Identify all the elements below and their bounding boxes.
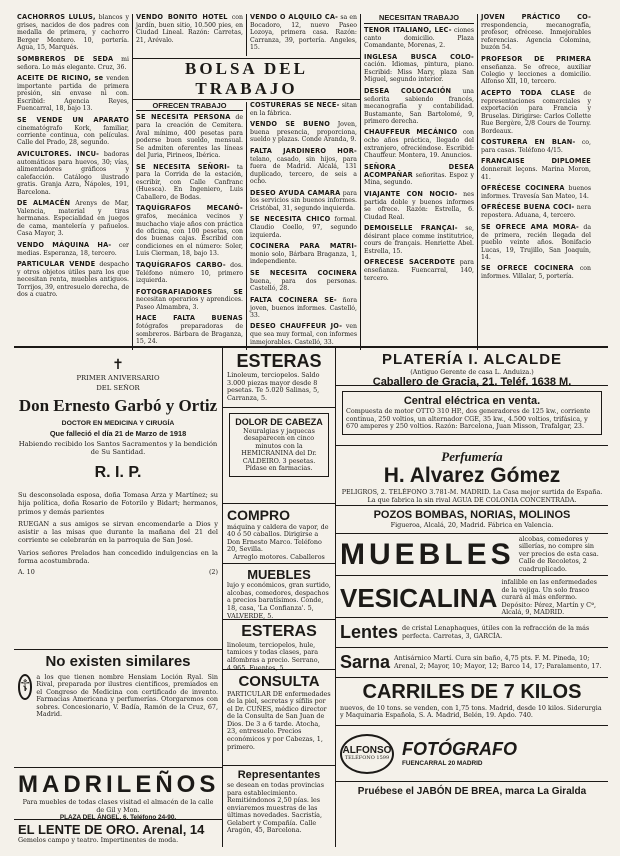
classified-ad: VIAJANTE CON NOCIO- nes partida doble y buenos informes se ofrece. Razón: Estrella, 6. Ciudad Real. xyxy=(364,189,474,221)
classified-ad: HACE FALTA BUENAS fotógrafos preparadoras de sombreros. Bárbara de Braganza, 15, 24. xyxy=(136,314,243,346)
bolsa-block xyxy=(133,14,360,350)
classified-ad: SE NECESITA CHICO formal. Claudio Coello, 97, segundo izquierda. xyxy=(250,215,358,239)
classified-ad: INGLESA BUSCA COLO- cación. Idiomas, pintura, piano. Escribid: Miss Mary, plaza San Miguel, segundo interior. xyxy=(364,52,474,84)
ad-text: máquina y caldera de vapor, de 40 ó 50 caballos. Dirigirse a Don Ernesto Marco. Teléfono 20, Sevilla. xyxy=(227,522,329,554)
ad-address: FUENCARRAL 20 MADRID xyxy=(402,760,483,768)
esteras2-ad xyxy=(223,620,335,670)
classified-ad: VENDO BONITO HOTEL con jardín, buen sitio, 10.500 pies, en Ciudad Lineal. Razón: Carretas, 21, Arévalo. xyxy=(136,13,243,44)
classified-column-4 xyxy=(361,14,477,350)
ad-heading: Perfumería xyxy=(441,449,503,464)
ad-text: nuevos, de 10 tons. se venden, con 1,75 tons. Madrid, desde 10 kilos. Siderurgia y Maquinaria Española, S. A. Madrid, Belén, 19. Apdo. 740. xyxy=(340,703,602,720)
classified-ad: SE OFRECE AMA MORA- da de primera, recién llegada del pueblo veinte años. Bonifacio Lucas, 19, Trujillo, San Joaquín, 14. xyxy=(481,222,592,261)
classified-ad: ACEPTO TODA CLASE de representaciones comerciales y exportación para Francia y Bruselas. Dirigirse: Carlos Collette Rue Bergère, 2/8 Cours de Tourny. Bordeaux. xyxy=(481,88,592,135)
classified-ad: DESEO AYUDA CAMARA para los servicios sin buenos informes. Cristóbal, 31, segundo inquierda. xyxy=(250,188,357,212)
muebles-right-ad xyxy=(336,534,608,576)
ad-heading: EL LENTE DE ORO. Arenal, 14 xyxy=(18,822,205,837)
obit-died: Que falleció el día 21 de Marzo de 1918 xyxy=(49,428,187,438)
classified-ad: FALTA COCINERA SE- ñora joven, buenos informes. Castelló, 33. xyxy=(250,295,358,319)
lente-de-oro-ad xyxy=(14,820,222,847)
ad-text: alcobas, comedores y sillerías, no compre sin ver precios de esta casa. Calle de Recoletos, 2 cuadruplicado. xyxy=(518,534,599,573)
ad-heading: Lentes xyxy=(340,621,399,642)
ad-heading: COMPRO xyxy=(227,507,290,523)
middle-ads-column xyxy=(223,348,335,847)
alfonso-fotografo-ad xyxy=(336,726,608,782)
carriles-ad xyxy=(336,678,608,726)
plateria-ad xyxy=(336,348,608,389)
ad-text: linoleum, terciopelos, hule, tamices y todas clases, para alfombras a precio. Serrano, 4.965. Fuentes, 5. xyxy=(227,640,320,672)
ad-text: a los que tienen nombre Hensiam Loción Ryal. Sin Rival, preparada por ilustres científicos, premiados en el Congreso de Medicina con certificado de invento. Farmacias Americana y perfumerías. Otorgaremos con sobres. Concesionario, V. Badía, Ramón de la Cruz, 67, Madrid. xyxy=(36,672,218,719)
classified-ad: DE ALMACÉN Arenys de Mar, Valencia, material y tiras hermanas. Especialidad en juegos de cama, mantelería y pañuelos. Casa Mayor, 3. xyxy=(17,198,130,238)
central-electrica-ad xyxy=(336,386,608,446)
classified-ad: FALTA JARDINERO HOR- telano, casado, sin hijos, para fuera de Madrid. Alcalá, 131 duplicado, tercero, de seis a ocho. xyxy=(250,146,357,186)
representantes-ad xyxy=(223,766,335,838)
classified-ad: OFRECESE SACERDOTE para enseñanza. Fuencarral, 140, tercero. xyxy=(364,258,474,282)
ad-text: Para muebles de todas clases visitad el almacén de la calle de Gil y Mon. xyxy=(22,798,214,814)
ad-text: se desean en todas provincias para establecimiento. Remitiéndonos 2,50 pías. les enviaremos muestras de las últimas novedades. Sacristía, Gelabert y Compañía. Calle Aragón, 45, Barcelona. xyxy=(227,780,325,835)
consulta-ad xyxy=(223,670,335,766)
ad-heading: Central eléctrica en venta. xyxy=(403,395,541,407)
dolor-cabeza-ad xyxy=(223,408,335,504)
classified-ad: SOMBREROS DE SEDA mi señora. Lo más elegante. Cruz, 36. xyxy=(17,54,129,71)
ad-text: infalible en las enfermedades de la vejiga. Un solo frasco curará al más enfermo. Depósito: Pérez, Martín y Cª, Alcalá, 9, MADRID. xyxy=(501,578,597,617)
obit-body: Su desconsolada esposa, doña Tomasa Arza y Martínez; su hija política, doña Rosario de Fotorilo y Bidart; hermanos, primos y demás parientes xyxy=(18,491,218,516)
classified-ad: FOTOGRAFIADORES SE necesitan operarios y aprendices. Paseo Almambra, 3. xyxy=(136,287,243,311)
classified-ad: OFRÉCESE BUENA COCI- nera repostera. Aduana, 4, tercero. xyxy=(481,203,592,220)
classified-ad: CHAUFFEUR MECÁNICO con ocho años práctica, llegado del extranjero, ofreciéndose. Escribid: Chauffeur. Montera, 19. Anuncios. xyxy=(364,128,474,160)
ad-brand: H. Alvarez Gómez xyxy=(383,464,561,488)
ad-heading: MUEBLES xyxy=(340,537,515,571)
no-existen-ad xyxy=(14,650,222,768)
classified-ad: SE NECESITA PERSONA de para la creación de Cemitera. Aval mínimo, 400 pesetas para poderse buen sueldo, mensual. Se admiten oferentes las líneas del Juria, Pirineos, Ibérica. xyxy=(136,113,243,160)
section-heading: OFRECEN TRABAJO xyxy=(136,102,243,112)
ad-address: PLAZA DEL ÁNGEL, 6. Teléfono 24-90. xyxy=(59,814,177,822)
ad-text: Gemelos campo y teatro. Impertinentes de moda. xyxy=(18,836,179,845)
classified-ad: COSTURERA EN BLAN- co, para casas. Teléfono 4/15. xyxy=(481,137,592,154)
vesicalina-ad xyxy=(336,576,608,618)
ad-address: Caballero de Gracia, 21. Teléf. 1638 M. xyxy=(372,376,572,389)
ad-text: Neuralgias y jaquecas desaparecen en cinco minutos con la HEMICRANINA del Dr. CALDEIRO. 3 pesetas. Pídase en farmacias. xyxy=(241,426,317,473)
classified-ad: SEÑORA DESEA ACOMPAÑAR señoritas. Espoz y Mina, segundo. xyxy=(364,162,474,187)
classified-ad: PARTICULAR VENDE despacho y otros objetos útiles para los que necesitan renta, muebles antiguos. Torrijos, 39, entresuelo derecha, de dos a cuatro. xyxy=(17,259,130,299)
classifieds-section xyxy=(14,13,608,346)
ad-heading: ESTERAS xyxy=(241,623,317,640)
obit-sacraments: Habiendo recibido los Santos Sacramentos y la bendición de Su Santidad. xyxy=(18,440,218,457)
ad-text: de cristal Lenaphaques, útiles con la refracción de la más perfecta. Carretas, 3, GARCÍA. xyxy=(402,623,590,640)
classified-ad: FRANCAISE DIPLOMEE donnerait leçons. Marina Moron, 41. xyxy=(481,157,591,181)
ad-heading: Representantes xyxy=(237,769,321,781)
ad-text: lujo y económicos, gran surtido, alcobas, comedores, despachos a precios baratísimos. Conde, 18, casa, 'La Confianza'. 5, VALVERDE, 5. xyxy=(227,581,331,620)
classified-ad: DESEO CHAUFFEUR JO- ven que sea muy formal, con informes inmejorables. Castelló, 33. xyxy=(250,322,358,346)
classified-column-5 xyxy=(478,14,594,350)
ad-text: Arreglo motores. Caballeros xyxy=(233,552,325,561)
classified-ad: TAQUÍGRAFOS MECANÓ- grafos, mecánica vecinos y muchacho viaje años con práctica de oficina, con 100 pesetas, con dos buenas cajas. Escribid con condiciones en el número: Soler, Luis Cierman, 18, bajo 13. xyxy=(136,204,243,258)
classified-ad: ACEITE DE RICINO, se venden importante partida de primera presión, sin envase ni con. Escribid: Agencia Reyes, Fuencarral, 18, bajo 13. xyxy=(17,74,129,113)
ad-heading: CONSULTA xyxy=(238,673,320,690)
compro-ad xyxy=(223,504,335,564)
ad-heading: DOLOR DE CABEZA xyxy=(235,417,323,427)
ad-heading: POZOS BOMBAS, NORIAS, MOLINOS xyxy=(373,509,571,521)
ad-heading: No existen similares xyxy=(45,653,191,670)
classified-ad: TENOR ITALIANO, LEC- ciones canto domicilio. Plaza Comandante, Morenas, 2. xyxy=(364,25,475,50)
classified-ad: VENDO O ALQUILO CA- sa en Bocadoro, 12, nuevo Paseo Lozoya, primera casa. Razón: Carranza, 39, portería. Angeles, 15. xyxy=(250,13,358,52)
ad-text: Antisárnico Martí. Cura sin baño, 4,75 pts. F. M. Pineda, 10; Arenal, 2; Mayor, 10; Mayor, 12; Barco 14, 17; Paralamento, 17. xyxy=(394,653,602,670)
bolsa-title: BOLSA DEL TRABAJO xyxy=(133,58,360,100)
pozos-ad xyxy=(336,506,608,534)
classified-ad: COCINERA PARA MATRI- monio solo, Bárbara Braganza, 1, independiente. xyxy=(250,242,357,266)
obit-footer-left: A. 10 xyxy=(18,568,35,577)
ad-text: Compuesta de motor OTTO 310 HP., dos generadores de 125 kw., corriente continua, 250 voltios, un alternador CGE, 35 kw., 4.500 voltios, trifásica, y 670 amperes y 250 voltios. Razón: Barcelona, Juan Misson, Trafalgar, 23. xyxy=(346,406,591,431)
obit-body: RUEGAN a sus amigos se sirvan encomendarle a Dios y asistir a las misas que durante la mañana del 21 del corriente se celebrarán en la parroquia de San José. xyxy=(18,519,218,545)
classified-ad: SE OFRECE COCINERA con informes. Villalar, 5, portería. xyxy=(481,264,591,281)
lorraine-cross-icon: ☦ xyxy=(18,674,32,700)
esteras-ad xyxy=(223,348,335,408)
ad-heading: ESTERAS xyxy=(236,351,322,371)
cross-icon: ✝ xyxy=(112,357,124,373)
obit-line: PRIMER ANIVERSARIO xyxy=(76,373,160,382)
classified-ad: DESEA COLOCACIÓN una señorita sabiendo francés, mecanografía y contabilidad. Bustamante, San Bartolomé, 9, primero derecha. xyxy=(364,86,474,125)
perfumeria-ad xyxy=(336,446,608,506)
obit-footer-right: (2) xyxy=(208,568,218,577)
section-heading: NECESITAN TRABAJO xyxy=(364,14,474,24)
ad-text: PELIGROS, 2. TELÉFONO 3.781-M. MADRID. La Casa mejor surtida de España. La que fabrica la sin rival AGUA DE COLONIA CONCENTRADA. xyxy=(341,488,603,504)
ad-heading: MUEBLES xyxy=(247,567,311,582)
ad-text: (Antiguo Gerente de casa L. Anduiza.) xyxy=(410,367,534,376)
lentes-ad xyxy=(336,618,608,648)
classified-ad: PROFESOR DE PRIMERA enseñanza. Se ofrece, auxiliar Colegio y lecciones a domicilio. Alfonso XII, 10, tercero. xyxy=(481,54,591,86)
classified-ad: SE NECESITA COCINERA buena, para dos personas. Castelló, 28. xyxy=(250,268,357,293)
ad-text: Figueroa, Alcalá, 20, Madrid. Fábrica en Valencia. xyxy=(390,520,554,529)
obituary-notice xyxy=(14,348,222,650)
obit-body: Varios señores Prelados han concedido indulgencias en la forma acostumbrada. xyxy=(18,548,218,565)
ad-heading: FOTÓGRAFO xyxy=(402,739,517,760)
jabon-brea-ad: Pruébese el JABÓN DE BREA, marca La Giralda xyxy=(357,786,587,797)
left-ads-column xyxy=(14,348,222,847)
sarna-ad xyxy=(336,648,608,678)
classified-ad: VENDO SE BUENO Joven, buena presencia, proporciona, sueldo y plazas. Conde Aranda, 9. xyxy=(250,120,358,144)
ad-heading: VESICALINA xyxy=(340,582,498,613)
classified-column-1 xyxy=(14,14,132,350)
ad-text: PARTICULAR DE enfermedades de la piel, secretas y sífilis por el Dr. CUÑES, médico director de la Consulta de San Juan de Dios. De 3 a 6 tarde. Atocha, 23, entresuelo. Precios económicos y por Cabezas, 1, primero. xyxy=(227,689,331,751)
obit-title: DOCTOR EN MEDICINA Y CIRUGÍA xyxy=(61,419,175,427)
ad-heading: PLATERÍA I. ALCALDE xyxy=(381,351,563,368)
madrilenos-ad xyxy=(14,768,222,820)
classified-ad: SE NECESITA SEÑORI- ta para la Corrida de la estación, escribir, con Calle Canfranc (Huesca). En Ingeniero, Luis Caballero, de Bodas. xyxy=(136,162,243,201)
muebles-mid-ad xyxy=(223,564,335,620)
ad-heading: MADRILEÑOS xyxy=(18,771,220,798)
obit-name: Don Ernesto Garbó y Ortiz xyxy=(18,395,218,415)
alfonso-logo: ALFONSO TELÉFONO 1599 xyxy=(340,734,394,774)
ad-text: Linoleum, terciopelos. Saldo 3.000 piezas mayor desde 8 pesetas. Te 5.020 Salinas, 5, Carranza, 5. xyxy=(227,371,320,402)
classified-ad: DEMOISELLE FRANÇAI- se, désirant place comme institutrice, cours de français. Henriette Abel. Estrella, 15. xyxy=(364,224,474,255)
classified-ad: CACHORROS LULUS, blancos y grises, nacidos de dos padres con medalla de primera, y cachorro Berger Montero. 10, portería. Agua, 15, Marqués. xyxy=(17,13,129,52)
classified-ad: COSTURERAS SE NECE- sitan en la fábrica. xyxy=(250,100,358,117)
ad-heading: Sarna xyxy=(340,651,391,672)
classified-ad: VENDO MÁQUINA HA- cer medias. Esperanza, 18, tercero. xyxy=(17,240,129,257)
classified-ad: JOVEN PRÁCTICO CO- rrespondencia, mecanografía, profesor, ofrécese. Inmejorables referencias. Agencia Colomina, buzón 54. xyxy=(481,13,591,52)
classified-ad: TAQUÍGRAFOS CARBO- dos. Teléfono número 10, primero izquierda. xyxy=(136,260,244,285)
obit-line: DEL SEÑOR xyxy=(96,383,140,392)
classified-ad: SE VENDE UN APARATO cinematógrafo Kork, familiar, corriente continua, con películas. Calle del Prado, 28, segundo. xyxy=(17,115,129,147)
classified-ad: OFRÉCESE COCINERA buenos informes. Travesía San Mateo, 14. xyxy=(481,184,591,200)
classified-ad: AVICULTORES. INCU- badoras automáticas para huevos, 30; vías, alimentadores gráficos y calefacción. Catálogo ilustrado gratis. Granja Azra, Nápoles, 191, Barcelona. xyxy=(17,149,130,196)
rip-heading: R. I. P. xyxy=(94,464,142,482)
ad-heading: CARRILES DE 7 KILOS xyxy=(362,681,582,703)
display-ads-section xyxy=(14,346,608,846)
right-ads-column xyxy=(336,348,608,847)
